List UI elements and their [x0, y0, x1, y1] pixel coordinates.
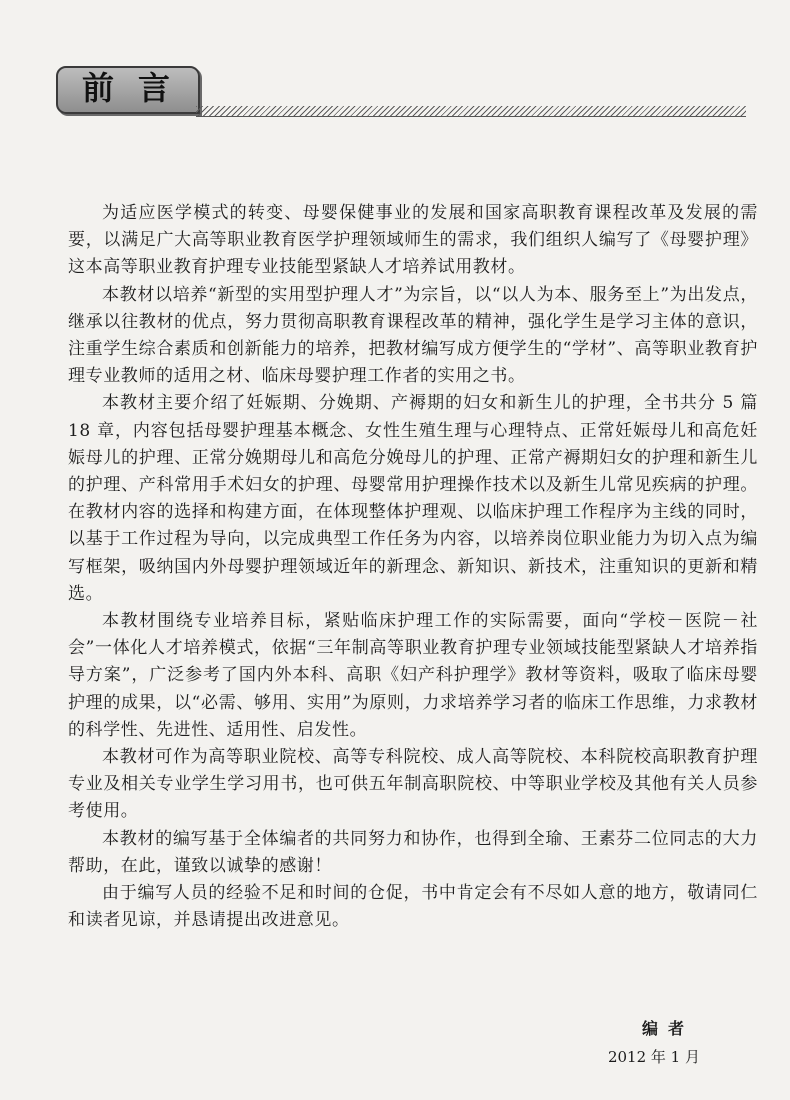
- preface-body: [68, 200, 758, 934]
- editor-label: 编者: [641, 1019, 694, 1038]
- preface-header: [56, 66, 746, 122]
- paragraph-1: 为适应医学模式的转变、母婴保健事业的发展和国家高职教育课程改革及发展的需要，以满足广大高等职业教育医学护理领域师生的需求，我们组织人编写了《母婴护理》这本高等职业教育护理专业技能型紧缺人才培养试用教材。: [68, 203, 758, 278]
- page-title: 前言: [81, 69, 194, 107]
- signature-block: [608, 1015, 700, 1071]
- hatched-rule: [196, 106, 746, 117]
- signature-date: 2012 年 1 月: [607, 1048, 700, 1066]
- paragraph-2: 本教材以培养“新型的实用型护理人才”为宗旨，以“以人为本、服务至上”为出发点，继承以往教材的优点，努力贯彻高职教育课程改革的精神，强化学生是学习主体的意识，注重学生综合素质和创新能力的培养，把教材编写成方便学生的“学材”、高等职业教育护理专业教师的适用之材、临床母婴护理工作者的实用之书。: [68, 284, 758, 387]
- paragraph-3: 本教材主要介绍了妊娠期、分娩期、产褥期的妇女和新生儿的护理，全书共分 5 篇 18 章，内容包括母婴护理基本概念、女性生殖生理与心理特点、正常妊娠母儿和高危妊娠母儿的护理、正常分娩期母儿和高危分娩母儿的护理、正常产褥期妇女的护理和新生儿的护理、产科常用手术妇女的护理、母婴常用护理操作技术以及新生儿常见疾病的护理。在教材内容的选择和构建方面，在体现整体护理观、以临床护理工作程序为主线的同时，以基于工作过程为导向，以完成典型工作任务为内容，以培养岗位职业能力为切入点为编写框架，吸纳国内外母婴护理领域近年的新理念、新知识、新技术，注重知识的更新和精选。: [68, 393, 758, 604]
- paragraph-4: 本教材围绕专业培养目标，紧贴临床护理工作的实际需要，面向“学校－医院－社会”一体化人才培养模式，依据“三年制高等职业教育护理专业领域技能型紧缺人才培养指导方案”，广泛参考了国内外本科、高职《妇产科护理学》教材等资料，吸取了临床母婴护理的成果，以“必需、够用、实用”为原则，力求培养学习者的临床工作思维，力求教材的科学性、先进性、适用性、启发性。: [68, 611, 758, 740]
- paragraph-7: 由于编写人员的经验不足和时间的仓促，书中肯定会有不尽如人意的地方，敬请同仁和读者见谅，并恳请提出改进意见。: [68, 883, 758, 931]
- paragraph-5: 本教材可作为高等职业院校、高等专科院校、成人高等院校、本科院校高职教育护理专业及相关专业学生学习用书，也可供五年制高职院校、中等职业学校及其他有关人员参考使用。: [68, 747, 758, 822]
- paragraph-6: 本教材的编写基于全体编者的共同努力和协作，也得到全瑜、王素芬二位同志的大力帮助，在此，谨致以诚挚的感谢！: [68, 828, 758, 876]
